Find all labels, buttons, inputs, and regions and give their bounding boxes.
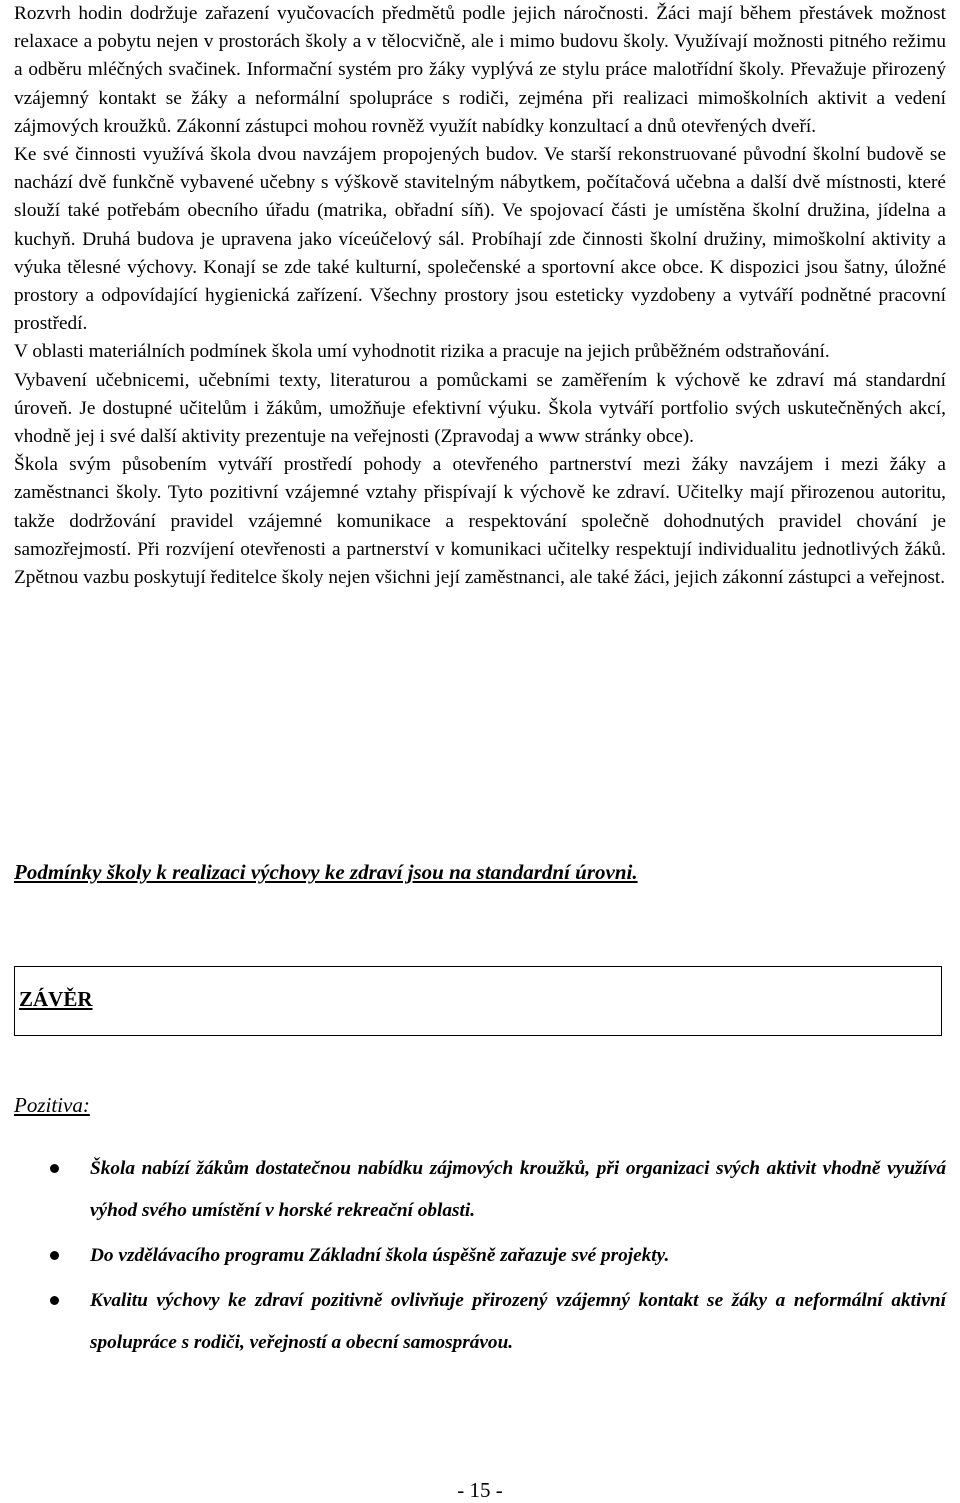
paragraph-school-schedule: Rozvrh hodin dodržuje zařazení vyučovacích předmětů podle jejich náročnosti. Žáci mají během přestávek možnost relaxace a pobytu nejen v prostorách školy a v tělocvičně, ale i mimo budovu školy. Využívají možnosti pitného režimu a odběru mléčných svačinek. Informační systém pro žáky vyplývá ze stylu práce malotřídní školy. Převažuje přirozený vzájemný kontakt se žáky a neformální spolupráce s rodiči, zejména při realizaci mimoškolních aktivit a vedení zájmových kroužků. Zákonní zástupci mohou rovněž využít nabídky konzultací a dnů otevřených dveří. [14, 3, 946, 137]
paragraph-material-conditions: V oblasti materiálních podmínek škola umí vyhodnotit rizika a pracuje na jejich průběžném odstraňování. [14, 341, 830, 363]
list-item-text: Do vzdělávacího programu Základní škola úspěšně zařazuje své projekty. [90, 1245, 670, 1266]
section-heading-box [14, 966, 942, 1036]
list-item [14, 1148, 946, 1232]
document-page [14, 0, 946, 1502]
conclusion-statement: Podmínky školy k realizaci výchovy ke zdraví jsou na standardní úrovni. [14, 860, 638, 884]
list-item-text: Kvalitu výchovy ke zdraví pozitivně ovlivňuje přirozený vzájemný kontakt se žáky a neformální aktivní spolupráce s rodiči, veřejností a obecní samosprávou. [90, 1290, 946, 1353]
section-heading: ZÁVĚR [19, 987, 93, 1011]
bullet-icon [50, 1164, 59, 1173]
paragraph-school-climate: Škola svým působením vytváří prostředí pohody a otevřeného partnerství mezi žáky navzájem i mezi žáky a zaměstnanci školy. Tyto pozitivní vzájemné vztahy přispívají k výchově ke zdraví. Učitelky mají přirozenou autoritu, takže dodržování pravidel vzájemné komunikace a respektování společně dohodnutých pravidel chování je samozřejmostí. Při rozvíjení otevřenosti a partnerství v komunikaci učitelky respektují individualitu jednotlivých žáků. Zpětnou vazbu poskytují ředitelce školy nejen všichni její zaměstnanci, ale také žáci, jejich zákonní zástupci a veřejnost. [14, 454, 946, 589]
list-item [14, 1280, 946, 1364]
paragraph-equipment: Vybavení učebnicemi, učebními texty, literaturou a pomůckami se zaměřením k výchově ke zdraví má standardní úroveň. Je dostupné učitelům i žákům, umožňuje efektivní výuku. Škola vytváří portfolio svých uskutečněných akcí, vhodně jej i své další aktivity prezentuje na veřejnosti (Zpravodaj a www stránky obce). [14, 369, 946, 448]
paragraph-buildings: Ke své činnosti využívá škola dvou navzájem propojených budov. Ve starší rekonstruované původní školní budově se nachází dvě funkčně vybavené učebny s výškově stavitelným nábytkem, počítačová učebna a další dvě místnosti, které slouží také potřebám obecního úřadu (matrika, obřadní síň). Ve spojovací části je umístěna školní družina, jídelna a kuchyň. Druhá budova je upravena jako víceúčelový sál. Probíhají zde činnosti školní družiny, mimoškolní aktivity a výuka tělesné výchovy. Konají se zde také kulturní, společenské a sportovní akce obce. K dispozici jsou šatny, úložné prostory a odpovídající hygienická zařízení. Všechny prostory jsou esteticky vyzdobeny a vytváří podnětné pracovní prostředí. [14, 144, 946, 335]
list-item [14, 1235, 946, 1277]
body-text [14, 0, 946, 592]
bullet-icon [50, 1251, 59, 1260]
positives-label: Pozitiva: [14, 1093, 90, 1117]
positives-list [14, 1148, 946, 1367]
page-number: - 15 - [457, 1478, 503, 1502]
list-item-text: Škola nabízí žákům dostatečnou nabídku zájmových kroužků, při organizaci svých aktivit vhodně využívá výhod svého umístění v horské rekreační oblasti. [90, 1158, 946, 1221]
bullet-icon [50, 1296, 59, 1305]
